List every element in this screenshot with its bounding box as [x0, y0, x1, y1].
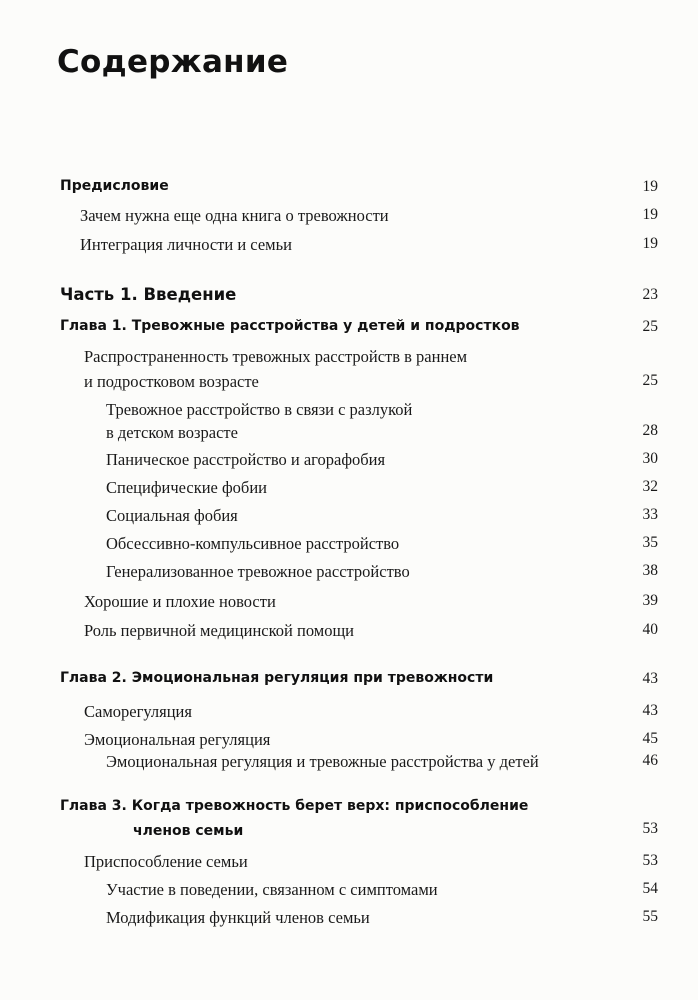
- toc-entry-label-line2: в детском возрасте: [106, 423, 238, 442]
- toc-entry-label: Генерализованное тревожное расстройство: [106, 562, 410, 581]
- toc-page-number: 39: [642, 592, 658, 609]
- toc-page-number: 28: [642, 422, 658, 439]
- toc-entry-label: Глава 3. Когда тревожность берет верх: приспособление: [60, 798, 529, 814]
- toc-entry-label: Глава 2. Эмоциональная регуляция при тревожности: [60, 670, 494, 686]
- toc-entry-label: Паническое расстройство и агорафобия: [106, 450, 386, 469]
- toc-page-number: 25: [642, 372, 658, 389]
- toc-entry-label-line2: членов семьи: [133, 823, 244, 839]
- toc-page-number: 30: [642, 450, 658, 467]
- toc-entry-label: Распространенность тревожных расстройств в раннем: [84, 347, 468, 366]
- toc-page-number: 32: [642, 478, 658, 495]
- toc-page-number: 19: [642, 178, 658, 195]
- toc-entry-label: Часть 1. Введение: [60, 285, 237, 304]
- toc-entry-label: Роль первичной медицинской помощи: [84, 621, 355, 640]
- toc-page-number: 35: [642, 534, 658, 551]
- toc-page-number: 38: [642, 562, 658, 579]
- toc-entry-label: Участие в поведении, связанном с симптомами: [106, 880, 438, 899]
- toc-page-number: 33: [642, 506, 658, 523]
- toc-entry-label: Эмоциональная регуляция и тревожные расстройства у детей: [106, 752, 539, 771]
- toc-entry-label: Специфические фобии: [106, 478, 267, 497]
- page-title: Содержание: [57, 44, 289, 80]
- toc-page-number: 53: [642, 820, 658, 837]
- toc-entry-label: Модификация функций членов семьи: [106, 908, 370, 927]
- toc-page-number: 45: [642, 730, 658, 747]
- toc-page-number: 19: [642, 206, 658, 223]
- toc-entry-label: Обсессивно-компульсивное расстройство: [106, 534, 400, 553]
- toc-page-number: 43: [642, 670, 658, 687]
- toc-page-number: 25: [642, 318, 658, 335]
- toc-entry-label: Интеграция личности и семьи: [80, 235, 292, 254]
- toc-entry-label: Хорошие и плохие новости: [84, 592, 276, 611]
- toc-page-number: 54: [642, 880, 658, 897]
- toc-entry-label-line2: и подростковом возрасте: [84, 372, 259, 391]
- toc-page-number: 19: [642, 235, 658, 252]
- toc-entry-label: Социальная фобия: [106, 506, 238, 525]
- toc-page-number: 46: [642, 752, 658, 769]
- toc-entry-label: Саморегуляция: [84, 702, 192, 721]
- toc-page-number: 43: [642, 702, 658, 719]
- toc-entry-label: Предисловие: [60, 178, 169, 194]
- toc-entry-label: Эмоциональная регуляция: [84, 730, 271, 749]
- toc-entry-label: Зачем нужна еще одна книга о тревожности: [80, 206, 389, 225]
- toc-entry-label: Глава 1. Тревожные расстройства у детей и подростков: [60, 318, 520, 334]
- toc-page-number: 53: [642, 852, 658, 869]
- toc-page-number: 55: [642, 908, 658, 925]
- toc-entry-label: Приспособление семьи: [84, 852, 248, 871]
- toc-page-number: 23: [642, 286, 658, 303]
- toc-page-number: 40: [642, 621, 658, 638]
- toc-entry-label: Тревожное расстройство в связи с разлукой: [106, 400, 413, 419]
